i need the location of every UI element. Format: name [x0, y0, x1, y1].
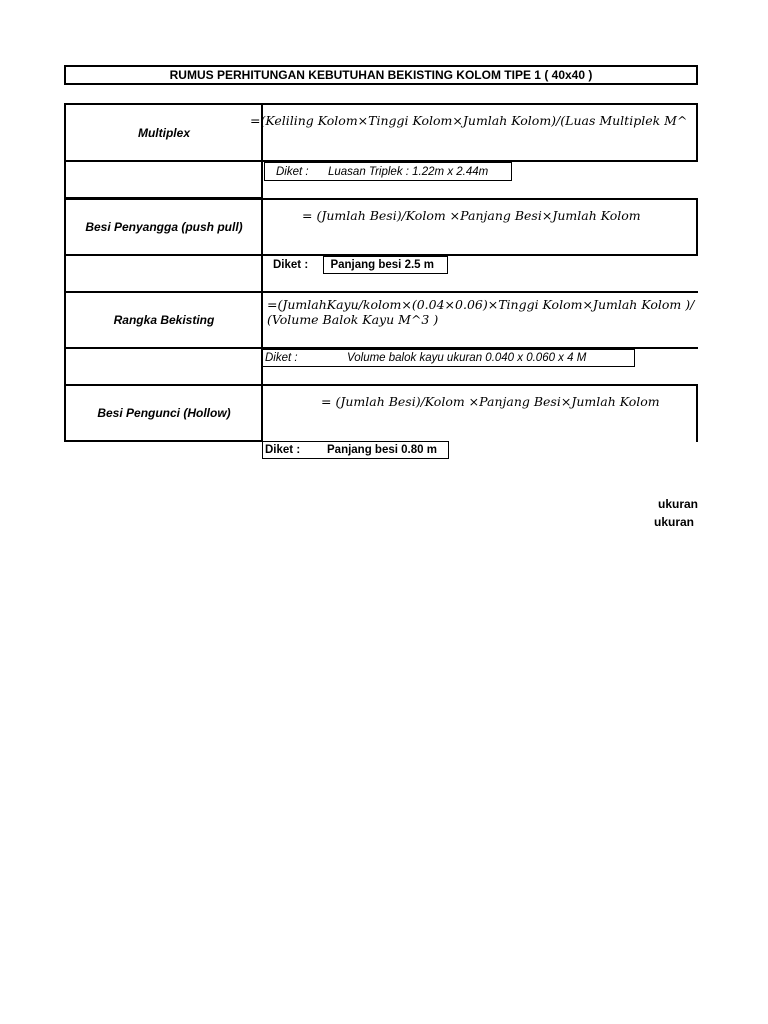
- diket-value: Luasan Triplek : 1.22m x 2.44m: [328, 165, 489, 178]
- rangka-bekisting-formula-line2: (Volume Balok Kayu M^3 ): [267, 312, 439, 327]
- multiplex-formula: =(Keliling Kolom×Tinggi Kolom×Jumlah Kolom)/(Luas Multiplek M^: [250, 113, 688, 128]
- diket-value: Panjang besi 0.80 m: [327, 444, 437, 456]
- diket-value: Volume balok kayu ukuran 0.040 x 0.060 x 4 M: [347, 352, 587, 364]
- page-title: RUMUS PERHITUNGAN KEBUTUHAN BEKISTING KOLOM TIPE 1 ( 40x40 ): [64, 65, 698, 85]
- rangka-bekisting-formula-line1: =(JumlahKayu/kolom×(0.04×0.06)×Tinggi Kolom×Jumlah Kolom )/: [267, 297, 695, 312]
- rangka-bekisting-label: Rangka Bekisting: [113, 313, 215, 327]
- side-note-ukuran-1: ukuran: [657, 497, 698, 511]
- side-note-ukuran-2: ukuran: [653, 515, 694, 529]
- besi-pengunci-formula: = (Jumlah Besi)/Kolom ×Panjang Besi×Jumlah Kolom: [321, 394, 660, 409]
- diket-label: Diket :: [265, 352, 298, 364]
- diket-value: Panjang besi 2.5 m: [323, 256, 448, 274]
- rangka-bekisting-diket: [262, 349, 635, 367]
- diket-label: Diket :: [273, 259, 309, 271]
- besi-penyangga-label: Besi Penyangga (push pull): [85, 220, 243, 234]
- multiplex-label: Multiplex: [137, 125, 190, 140]
- diket-label: Diket :: [276, 165, 309, 178]
- besi-pengunci-diket: [262, 441, 449, 459]
- multiplex-diket: [264, 162, 512, 181]
- besi-penyangga-formula: = (Jumlah Besi)/Kolom ×Panjang Besi×Jumlah Kolom: [302, 208, 641, 223]
- besi-penyangga-diket: [264, 256, 448, 274]
- besi-pengunci-label: Besi Pengunci (Hollow): [97, 406, 231, 420]
- diket-label: Diket :: [265, 444, 301, 456]
